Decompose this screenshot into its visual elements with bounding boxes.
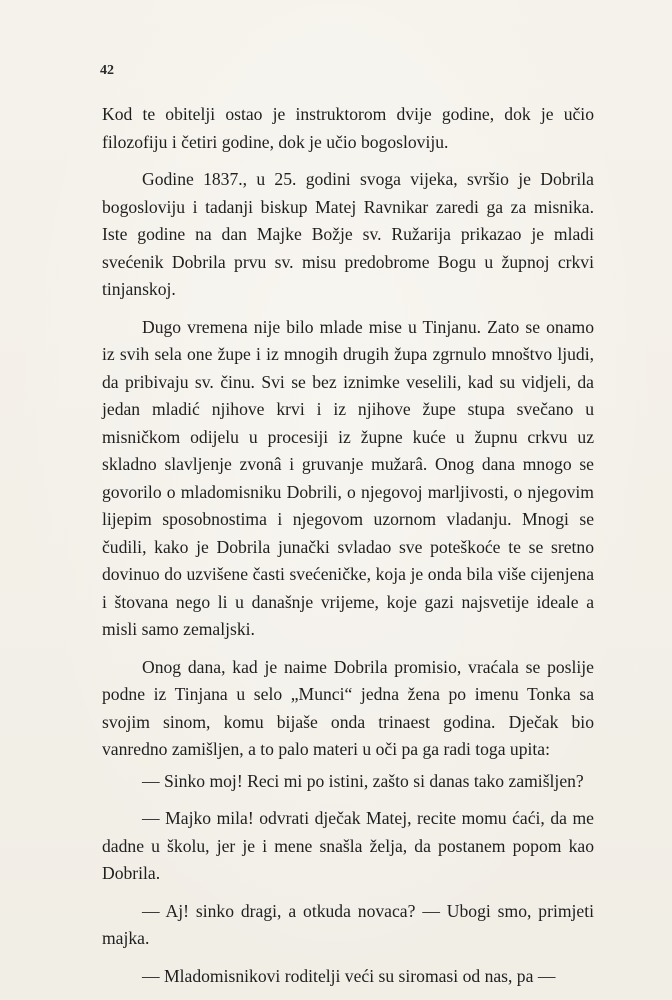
paragraph: Godine 1837., u 25. godini svoga vijeka, svršio je Dobrila bogosloviju i tadanji biskup Matej Ravnikar zaredi ga za misnika. Iste godine na dan Majke Božje sv. Ružarija prikazao je mladi svećenik Dobrila prvu sv. misu predobrome Bogu u župnoj crkvi tinjanskoj. [102, 169, 594, 299]
body-text [102, 101, 594, 990]
page-number: 42 [100, 63, 114, 78]
paragraph: Dugo vremena nije bilo mlade mise u Tinjanu. Zato se onamo iz svih sela one župe i iz mnogih drugih župa zgrnulo mnoštvo ljudi, da pribivaju sv. činu. Svi se bez iznimke veselili, kad su vidjeli, da jedan mladić njihove krvi i iz njihove župe stupa svečano u misničkom odijelu u procesiji iz župne kuće u župnu crkvu uz skladno slavljenje zvonâ i gruvanje mužarâ. Onog dana mnogo se govorilo o mladomisniku Dobrili, o njegovoj marljivosti, o njegovim lijepim sposobnostima i njegovom uzornom vladanju. Mnogi se čudili, kako je Dobrila junački svladao sve poteškoće te se sretno dovinuo do uzvišene časti svećeničke, koja je onda bila više cijenjena i štovana nego li u današnje vrijeme, koje gazi najsvetije ideale a misli samo zemaljski. [102, 316, 594, 639]
dialogue-line: — Majko mila! odvrati dječak Matej, recite momu ćaći, da me dadne u školu, jer je i mene snašla želja, da postanem popom kao Dobrila. [102, 808, 594, 883]
dialogue-line: — Sinko moj! Reci mi po istini, zašto si danas tako zamišljen? [142, 770, 584, 791]
dialogue-line: — Aj! sinko dragi, a otkuda novaca? — Ubogi smo, primjeti majka. [102, 900, 594, 948]
paragraph: Kod te obitelji ostao je instruktorom dvije godine, dok je učio filozofiju i četiri godine, dok je učio bogosloviju. [102, 104, 594, 152]
paragraph: Onog dana, kad je naime Dobrila promisio, vraćala se poslije podne iz Tinjana u selo „Munci“ jedna žena po imenu Tonka sa svojim sinom, komu bijaše onda trinaest godina. Dječak bio vanredno zamišljen, a to palo materi u oči pa ga radi toga upita: [102, 656, 594, 759]
dialogue-line: — Mladomisnikovi roditelji veći su siromasi od nas, pa — [142, 965, 556, 986]
